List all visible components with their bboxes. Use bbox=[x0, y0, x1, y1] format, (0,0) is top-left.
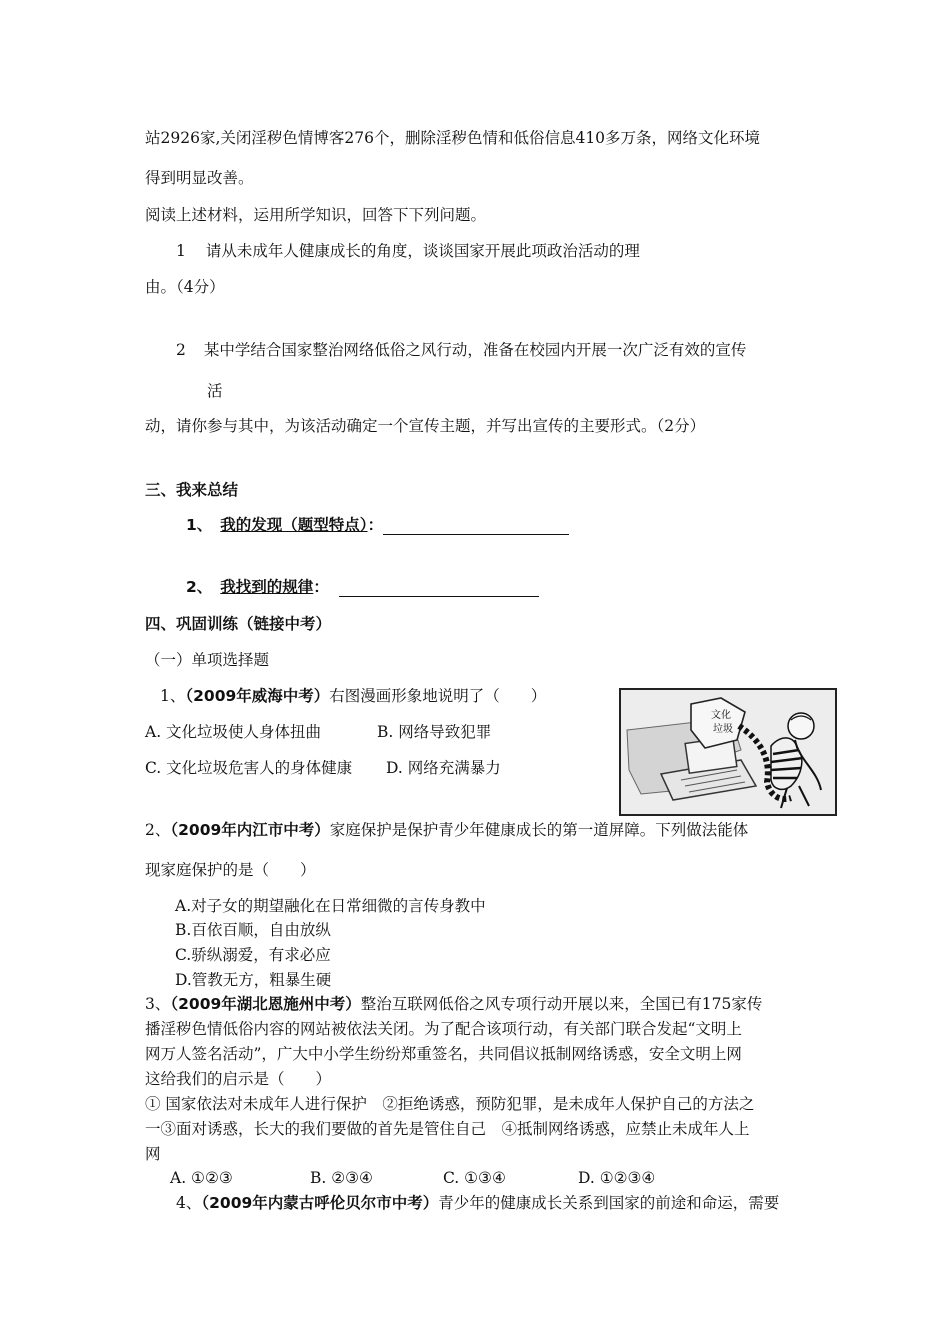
summary-item-2-colon: ： bbox=[313, 578, 329, 596]
summary-item-2 bbox=[186, 577, 539, 597]
intro-line-2: 得到明显改善。 bbox=[145, 169, 254, 187]
section-4-subtitle: （一）单项选择题 bbox=[145, 651, 270, 669]
mc-2-stem: 家庭保护是保护青少年健康成长的第一道屏障。下列做法能体 bbox=[329, 821, 749, 839]
mc-question-2 bbox=[145, 820, 748, 840]
mc-3-line-5: ① 国家依法对未成年人进行保护 ②拒绝诱惑，预防犯罪，是未成年人保护自己的方法之 bbox=[145, 1095, 755, 1113]
mc-2-option-a: A.对子女的期望融化在日常细微的言传身教中 bbox=[175, 897, 486, 915]
mc-2-option-d: D.管教无方，粗暴生硬 bbox=[175, 971, 332, 989]
section-4-title: 四、巩固训练（链接中考） bbox=[145, 615, 332, 633]
intro-line-1: 站2926家,关闭淫秽色情博客276个，删除淫秽色情和低俗信息410多万条，网络文化环境 bbox=[145, 129, 761, 147]
mc-1-number: 1、 bbox=[160, 687, 186, 705]
question-2-text: 某中学结合国家整治网络低俗之风行动，准备在校园内开展一次广泛有效的宣传 bbox=[203, 341, 747, 359]
summary-item-1-colon: ： bbox=[367, 516, 384, 534]
mc-2-option-c: C.骄纵溺爱，有求必应 bbox=[175, 946, 331, 964]
mc-2-stem-line-2: 现家庭保护的是（ ） bbox=[145, 861, 316, 879]
mc-1-source: （2009年威海中考） bbox=[185, 687, 330, 705]
mc-3-option-b: B. ②③④ bbox=[310, 1169, 373, 1187]
mc-3-option-c: C. ①③④ bbox=[443, 1169, 506, 1187]
question-1-number: 1 bbox=[176, 242, 186, 260]
mc-3-line-4: 这给我们的启示是（ ） bbox=[145, 1070, 332, 1088]
mc-question-3 bbox=[145, 994, 762, 1014]
mc-2-source: （2009年内江市中考） bbox=[170, 821, 330, 839]
mc-1-option-c: C. 文化垃圾危害人的身体健康 bbox=[145, 759, 353, 777]
mc-3-source: （2009年湖北恩施州中考） bbox=[170, 995, 361, 1013]
mc-1-option-d: D. 网络充满暴力 bbox=[386, 759, 501, 777]
mc-4-stem: 青少年的健康成长关系到国家的前途和命运，需要 bbox=[438, 1194, 780, 1212]
mc-1-option-a: A. 文化垃圾使人身体扭曲 bbox=[145, 723, 322, 741]
question-2-wrap: 活 bbox=[207, 382, 223, 400]
mc-3-stem: 整治互联网低俗之风专项行动开展以来，全国已有175家传 bbox=[360, 995, 763, 1013]
mc-3-line-2: 播淫秽色情低俗内容的网站被依法关闭。为了配合该项行动，有关部门联合发起“文明上 bbox=[145, 1020, 742, 1038]
summary-item-1-blank[interactable] bbox=[383, 518, 569, 535]
mc-4-source: （2009年内蒙古呼伦贝尔市中考） bbox=[201, 1194, 439, 1212]
question-2-continuation: 动，请你参与其中，为该活动确定一个宣传主题，并写出宣传的主要形式。（2分） bbox=[145, 417, 706, 435]
section-3-title: 三、我来总结 bbox=[145, 481, 239, 499]
mc-3-option-d: D. ①②③④ bbox=[578, 1169, 656, 1187]
question-1-text: 请从未成年人健康成长的角度，谈谈国家开展此项政治活动的理 bbox=[205, 242, 640, 260]
question-1 bbox=[176, 241, 640, 261]
summary-item-2-blank[interactable] bbox=[339, 580, 539, 597]
mc-2-option-b: B.百依百顺，自由放纵 bbox=[175, 921, 331, 939]
summary-item-1-number: 1、 bbox=[186, 516, 213, 534]
mc-3-line-3: 网万人签名活动”，广大中小学生纷纷郑重签名，共同倡议抵制网络诱惑，安全文明上网 bbox=[145, 1045, 742, 1063]
mc-3-line-6: 一③面对诱惑，长大的我们要做的首先是管住自己 ④抵制网络诱惑，应禁止未成年人上 bbox=[145, 1120, 750, 1138]
summary-item-2-label: 我找到的规律 bbox=[220, 578, 314, 596]
question-2-number: 2 bbox=[176, 341, 186, 359]
mc-3-number: 3、 bbox=[145, 995, 171, 1013]
mc-3-line-7: 网 bbox=[145, 1145, 161, 1163]
mc-question-1 bbox=[160, 686, 546, 706]
mc-question-4 bbox=[176, 1193, 779, 1213]
cartoon-drawing bbox=[621, 690, 835, 814]
question-1-continuation: 由。（4分） bbox=[145, 278, 225, 296]
cartoon-caption-line-2: 垃圾 bbox=[713, 724, 733, 735]
mc-3-option-a: A. ①②③ bbox=[170, 1169, 233, 1187]
summary-item-1-label: 我的发现（题型特点） bbox=[220, 516, 368, 534]
cartoon-caption-line-1: 文化 bbox=[711, 710, 731, 721]
question-2 bbox=[176, 340, 746, 360]
mc-2-number: 2、 bbox=[145, 821, 171, 839]
summary-item-1 bbox=[186, 515, 569, 535]
mc-1-option-b: B. 网络导致犯罪 bbox=[377, 723, 492, 741]
instruction: 阅读上述材料，运用所学知识，回答下下列问题。 bbox=[145, 206, 487, 224]
mc-4-number: 4、 bbox=[176, 1194, 202, 1212]
summary-item-2-number: 2、 bbox=[186, 578, 213, 596]
mc-1-stem: 右图漫画形象地说明了（ ） bbox=[329, 687, 547, 705]
cartoon-image bbox=[619, 688, 837, 816]
